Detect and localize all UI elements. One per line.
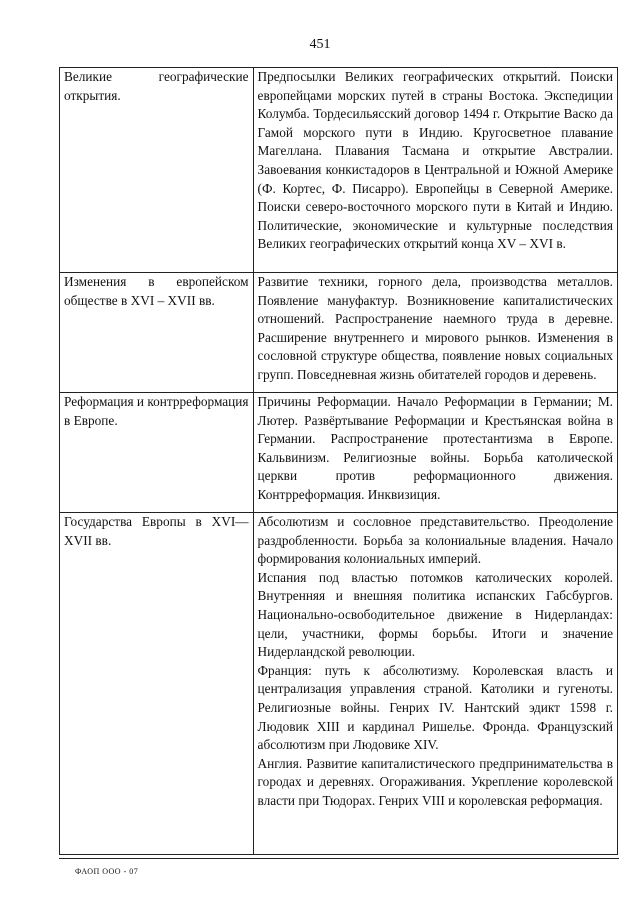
content-paragraph: Развитие техники, горного дела, производства металлов. Появление мануфактур. Возникновение капиталистических отношений. Распространение наемного труда в деревне. Расширение внутреннего и мирового рынков. Изменения в сословной структуре общества, появление новых социальных групп. Повседневная жизнь обитателей городов и деревень. [257,274,613,382]
content-paragraph: Франция: путь к абсолютизму. Королевская власть и централизация управления страной. Католики и гугеноты. Религиозные войны. Генрих IV. Нантский эдикт 1598 г. Людовик XIII и кардинал Ришелье. Фронда. Французский абсолютизм при Людовике XIV. [257,662,613,753]
topic-cell: Государства Европы в XVI—XVII вв. [60,513,254,855]
table-row [60,393,618,513]
table-row [60,68,618,273]
content-cell [253,68,617,273]
topic-cell: Великие географические открытия. [60,68,254,273]
content-paragraph: Абсолютизм и сословное представительство. Преодоление раздробленности. Борьба за колониальные владения. Начало формирования колониальных империй. [257,514,613,567]
content-paragraph: Испания под властью потомков католических королей. Внутренняя и внешняя политика испанских Габсбургов. Национально-освободительное движение в Нидерландах: цели, участники, формы борьбы. Итоги и значение Нидерландской революции. [257,569,613,660]
topic-cell: Изменения в европейском обществе в XVI – XVII вв. [60,273,254,393]
content-paragraph: Англия. Развитие капиталистического предпринимательства в городах и деревнях. Огораживания. Укрепление королевской власти при Тюдорах. Генрих VIII и королевская реформация. [257,755,613,808]
content-paragraph: Причины Реформации. Начало Реформации в Германии; М. Лютер. Развёртывание Реформации и Крестьянская война в Германии. Распространение протестантизма в Европе. Кальвинизм. Религиозные войны. Борьба католической церкви против реформационного движения. Контрреформация. Инквизиция. [257,394,613,502]
syllabus-table [59,67,618,855]
table-row [60,513,618,855]
table-bottom-rule [59,858,619,859]
content-cell [253,513,617,855]
content-cell [253,393,617,513]
page-number: 451 [309,37,331,52]
content-cell [253,273,617,393]
table-row [60,273,618,393]
topic-cell: Реформация и контрреформация в Европе. [60,393,254,513]
footer-code: ФАОП ООО - 07 [75,867,139,876]
content-paragraph: Предпосылки Великих географических открытий. Поиски европейцами морских путей в страны Востока. Экспедиции Колумба. Тордесильясский договор 1494 г. Открытие Васко да Гамой морского пути в Индию. Кругосветное плавание Магеллана. Плавания Тасмана и открытие Австралии. Завоевания конкистадоров в Центральной и Южной Америке (Ф. Кортес, Ф. Писарро). Европейцы в Северной Америке. Поиски северо-восточного морского пути в Китай и Индию. Политические, экономические и культурные последствия Великих географических открытий конца XV – XVI в. [257,69,613,252]
